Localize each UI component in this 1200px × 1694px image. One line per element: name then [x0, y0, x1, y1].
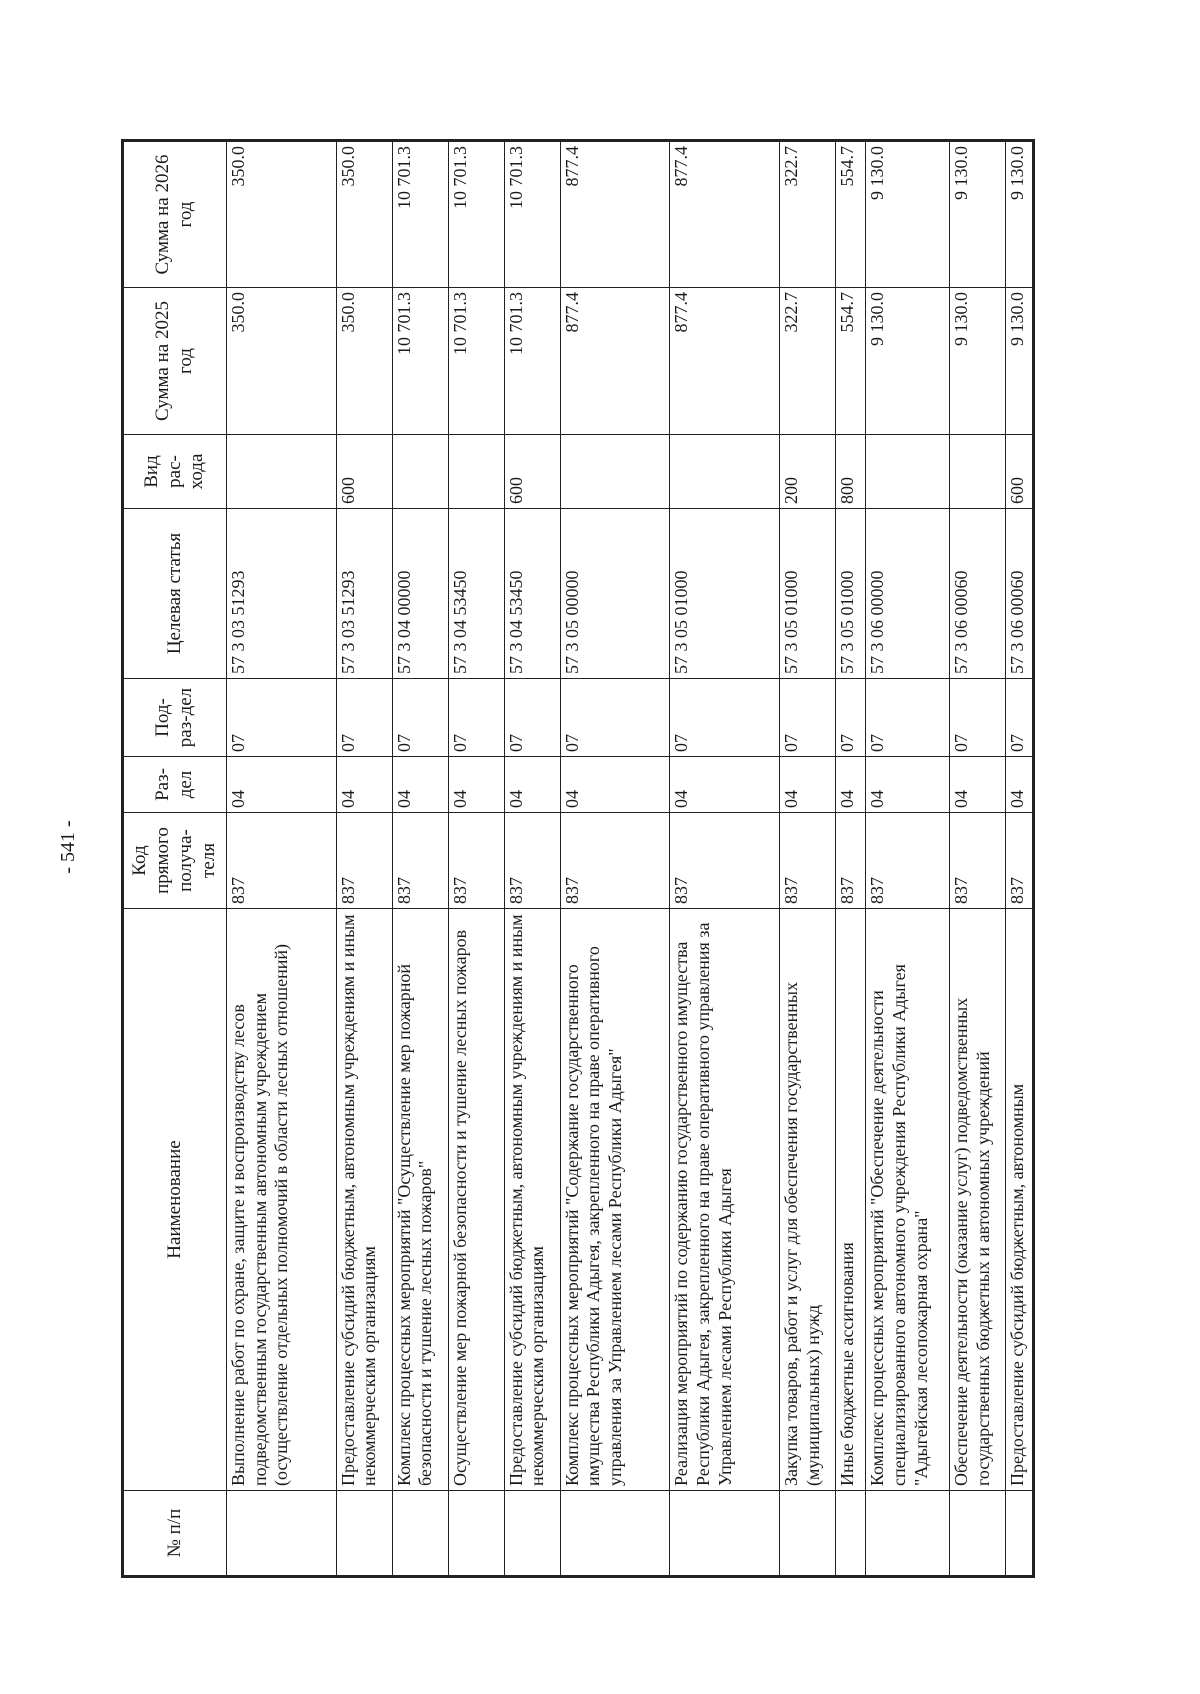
cell-num	[950, 1491, 1006, 1577]
cell-podrazdel: 07	[1006, 679, 1034, 757]
table-row	[670, 141, 780, 1577]
cell-kod: 837	[950, 813, 1006, 909]
cell-celevaya: 57 3 05 01000	[780, 509, 836, 679]
cell-name: Комплекс процессных мероприятий "Осуществление мер пожарной безопасности и тушение лесных пожаров"	[392, 909, 448, 1491]
cell-kod: 837	[670, 813, 780, 909]
cell-sum2025: 10 701.3	[392, 288, 448, 435]
page-number: - 541 -	[57, 820, 79, 874]
table-row	[950, 141, 1006, 1577]
cell-vid	[392, 435, 448, 509]
cell-celevaya: 57 3 06 00060	[1006, 509, 1034, 679]
table-row	[1006, 141, 1034, 1577]
cell-podrazdel: 07	[670, 679, 780, 757]
cell-podrazdel: 07	[836, 679, 866, 757]
cell-celevaya: 57 3 04 53450	[504, 509, 560, 679]
cell-razdel: 04	[950, 757, 1006, 813]
cell-kod: 837	[336, 813, 392, 909]
cell-kod: 837	[836, 813, 866, 909]
cell-sum2025: 9 130.0	[866, 288, 950, 435]
budget-table	[121, 139, 1035, 1578]
cell-podrazdel: 07	[950, 679, 1006, 757]
cell-podrazdel: 07	[336, 679, 392, 757]
cell-vid: 600	[336, 435, 392, 509]
cell-num	[227, 1491, 337, 1577]
cell-kod: 837	[448, 813, 504, 909]
cell-razdel: 04	[866, 757, 950, 813]
cell-vid: 600	[1006, 435, 1034, 509]
cell-kod: 837	[227, 813, 337, 909]
cell-celevaya: 57 3 05 01000	[836, 509, 866, 679]
cell-num	[448, 1491, 504, 1577]
table-row	[448, 141, 504, 1577]
cell-kod: 837	[780, 813, 836, 909]
header-num: № п/п	[123, 1491, 227, 1577]
cell-vid	[560, 435, 670, 509]
cell-kod: 837	[1006, 813, 1034, 909]
table-row	[504, 141, 560, 1577]
cell-sum2025: 350.0	[227, 288, 337, 435]
cell-razdel: 04	[1006, 757, 1034, 813]
cell-sum2025: 10 701.3	[504, 288, 560, 435]
cell-num	[336, 1491, 392, 1577]
cell-podrazdel: 07	[780, 679, 836, 757]
cell-name: Предоставление субсидий бюджетным, автономным	[1006, 909, 1034, 1491]
cell-sum2026: 322.7	[780, 141, 836, 288]
cell-name: Реализация мероприятий по содержанию государственного имущества Республики Адыгея, закрепленного на праве оперативного управления за Управлением лесами Республики Адыгея	[670, 909, 780, 1491]
cell-sum2026: 9 130.0	[950, 141, 1006, 288]
cell-name: Предоставление субсидий бюджетным, автономным учреждениям и иным некоммерческим организациям	[504, 909, 560, 1491]
cell-sum2025: 10 701.3	[448, 288, 504, 435]
cell-celevaya: 57 3 04 53450	[448, 509, 504, 679]
cell-podrazdel: 07	[227, 679, 337, 757]
table-row	[560, 141, 670, 1577]
cell-vid: 600	[504, 435, 560, 509]
cell-sum2025: 877.4	[670, 288, 780, 435]
cell-name: Закупка товаров, работ и услуг для обеспечения государственных (муниципальных) нужд	[780, 909, 836, 1491]
cell-name: Обеспечение деятельности (оказание услуг) подведомственных государственных бюджетных и автономных учреждений	[950, 909, 1006, 1491]
cell-name: Комплекс процессных мероприятий "Обеспечение деятельности специализированного автономного учреждения Республики Адыгея "Адыгейская лесопожарная охрана"	[866, 909, 950, 1491]
cell-celevaya: 57 3 04 00000	[392, 509, 448, 679]
cell-celevaya: 57 3 05 00000	[560, 509, 670, 679]
cell-sum2026: 877.4	[560, 141, 670, 288]
header-kod: Код прямого получа-теля	[123, 813, 227, 909]
cell-sum2026: 10 701.3	[392, 141, 448, 288]
cell-vid	[866, 435, 950, 509]
table-row	[866, 141, 950, 1577]
cell-sum2026: 9 130.0	[866, 141, 950, 288]
cell-sum2025: 9 130.0	[950, 288, 1006, 435]
cell-name: Осуществление мер пожарной безопасности и тушение лесных пожаров	[448, 909, 504, 1491]
cell-num	[560, 1491, 670, 1577]
cell-podrazdel: 07	[504, 679, 560, 757]
cell-razdel: 04	[504, 757, 560, 813]
cell-num	[780, 1491, 836, 1577]
cell-name: Комплекс процессных мероприятий "Содержание государственного имущества Республики Адыгея, закрепленного на праве оперативного управления за Управлением лесами Республики Адыгея"	[560, 909, 670, 1491]
table-row	[780, 141, 836, 1577]
table-header-row	[123, 141, 227, 1577]
cell-sum2025: 554.7	[836, 288, 866, 435]
cell-sum2026: 10 701.3	[504, 141, 560, 288]
cell-razdel: 04	[670, 757, 780, 813]
cell-razdel: 04	[560, 757, 670, 813]
header-vid: Вид рас-хода	[123, 435, 227, 509]
cell-sum2026: 554.7	[836, 141, 866, 288]
cell-razdel: 04	[392, 757, 448, 813]
cell-sum2026: 9 130.0	[1006, 141, 1034, 288]
table-row	[227, 141, 337, 1577]
header-celevaya: Целевая статья	[123, 509, 227, 679]
cell-sum2026: 877.4	[670, 141, 780, 288]
cell-podrazdel: 07	[392, 679, 448, 757]
cell-kod: 837	[504, 813, 560, 909]
cell-num	[836, 1491, 866, 1577]
cell-num	[1006, 1491, 1034, 1577]
cell-podrazdel: 07	[560, 679, 670, 757]
header-name: Наименование	[123, 909, 227, 1491]
table-row	[336, 141, 392, 1577]
cell-vid	[950, 435, 1006, 509]
cell-num	[866, 1491, 950, 1577]
cell-vid	[670, 435, 780, 509]
cell-razdel: 04	[227, 757, 337, 813]
cell-vid: 800	[836, 435, 866, 509]
cell-razdel: 04	[780, 757, 836, 813]
cell-kod: 837	[392, 813, 448, 909]
table-row	[836, 141, 866, 1577]
cell-num	[392, 1491, 448, 1577]
cell-celevaya: 57 3 03 51293	[227, 509, 337, 679]
cell-sum2026: 350.0	[336, 141, 392, 288]
cell-sum2025: 322.7	[780, 288, 836, 435]
cell-vid: 200	[780, 435, 836, 509]
cell-vid	[448, 435, 504, 509]
cell-celevaya: 57 3 05 01000	[670, 509, 780, 679]
budget-table-rotated	[121, 142, 1035, 1578]
cell-name: Иные бюджетные ассигнования	[836, 909, 866, 1491]
cell-sum2026: 350.0	[227, 141, 337, 288]
header-sum2025: Сумма на 2025 год	[123, 288, 227, 435]
cell-sum2026: 10 701.3	[448, 141, 504, 288]
cell-podrazdel: 07	[448, 679, 504, 757]
cell-podrazdel: 07	[866, 679, 950, 757]
cell-sum2025: 877.4	[560, 288, 670, 435]
cell-razdel: 04	[836, 757, 866, 813]
cell-name: Предоставление субсидий бюджетным, автономным учреждениям и иным некоммерческим организациям	[336, 909, 392, 1491]
cell-vid	[227, 435, 337, 509]
header-podrazdel: Под-раз-дел	[123, 679, 227, 757]
cell-kod: 837	[866, 813, 950, 909]
cell-celevaya: 57 3 06 00000	[866, 509, 950, 679]
cell-celevaya: 57 3 03 51293	[336, 509, 392, 679]
table-body	[227, 141, 1034, 1577]
cell-sum2025: 350.0	[336, 288, 392, 435]
cell-name: Выполнение работ по охране, защите и воспроизводству лесов подведомственным государственным автономным учреждением (осуществление отдельных полномочий в области лесных отношений)	[227, 909, 337, 1491]
cell-celevaya: 57 3 06 00060	[950, 509, 1006, 679]
cell-num	[504, 1491, 560, 1577]
cell-razdel: 04	[448, 757, 504, 813]
cell-razdel: 04	[336, 757, 392, 813]
header-sum2026: Сумма на 2026 год	[123, 141, 227, 288]
cell-kod: 837	[560, 813, 670, 909]
cell-num	[670, 1491, 780, 1577]
cell-sum2025: 9 130.0	[1006, 288, 1034, 435]
table-row	[392, 141, 448, 1577]
header-razdel: Раз-дел	[123, 757, 227, 813]
